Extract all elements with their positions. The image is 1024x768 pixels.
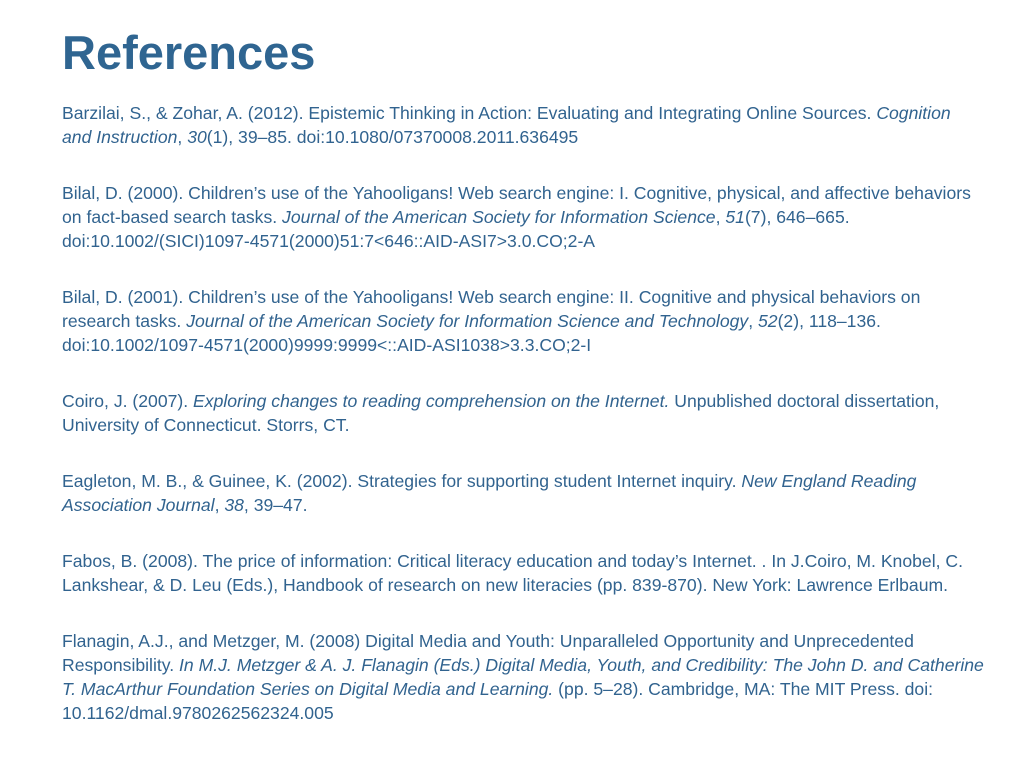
reference-text: Flanagin, A.J., and Metzger, M. (2008) Digital Media and Youth: Unparalleled Opportunity and Unprecedented Responsibility. bbox=[62, 631, 914, 675]
reference-text: (7), 646–665. doi:10.1002/(SICI)1097-4571(2000)51:7<646::AID-ASI7>3.0.CO;2-A bbox=[62, 207, 850, 251]
reference-italic-text: 51 bbox=[725, 207, 745, 227]
reference-entry bbox=[62, 101, 984, 149]
reference-italic-text: Journal of the American Society for Information Science bbox=[282, 207, 716, 227]
reference-text: , bbox=[214, 495, 225, 515]
reference-text: Bilal, D. (2000). Children’s use of the Yahooligans! Web search engine: I. Cognitive, physical, and affective behaviors on fact-based search tasks. bbox=[62, 183, 971, 227]
reference-text: , bbox=[715, 207, 726, 227]
reference-italic-text: 38 bbox=[224, 495, 244, 515]
reference-italic-text: New England Reading Association Journal bbox=[62, 471, 917, 515]
reference-entry bbox=[62, 549, 984, 597]
reference-text: Bilal, D. (2001). Children’s use of the Yahooligans! Web search engine: II. Cognitive and physical behaviors on research tasks. bbox=[62, 287, 921, 331]
reference-entry bbox=[62, 629, 984, 725]
reference-text: Fabos, B. (2008). The price of information: Critical literacy education and today’s Internet. . In J.Coiro, M. Knobel, C. Lankshear, & D. Leu (Eds.), Handbook of research on new literacies (pp. 839-870). New York: Lawrence Erlbaum. bbox=[62, 551, 963, 595]
reference-text: Unpublished doctoral dissertation, University of Connecticut. Storrs, CT. bbox=[62, 391, 940, 435]
page-title: References bbox=[62, 26, 316, 79]
reference-text: (2), 118–136. doi:10.1002/1097-4571(2000)9999:9999<::AID-ASI1038>3.3.CO;2-I bbox=[62, 311, 881, 355]
reference-italic-text: Journal of the American Society for Information Science and Technology bbox=[186, 311, 749, 331]
reference-text: Barzilai, S., & Zohar, A. (2012). Epistemic Thinking in Action: Evaluating and Integrating Online Sources. bbox=[62, 103, 877, 123]
reference-italic-text: 52 bbox=[757, 311, 778, 331]
reference-list bbox=[62, 101, 984, 725]
reference-text: (pp. 5–28). Cambridge, MA: The MIT Press. doi: 10.1162/dmal.9780262562324.005 bbox=[62, 679, 934, 723]
reference-italic-text: Cognition and Instruction bbox=[62, 103, 951, 147]
reference-entry bbox=[62, 285, 984, 357]
reference-italic-text: 30 bbox=[187, 127, 207, 147]
reference-entry bbox=[62, 181, 984, 253]
reference-text: , bbox=[748, 311, 758, 331]
reference-text: , bbox=[177, 127, 188, 147]
reference-text: (1), 39–85. doi:10.1080/07370008.2011.636495 bbox=[206, 127, 579, 147]
reference-text: Eagleton, M. B., & Guinee, K. (2002). Strategies for supporting student Internet inquiry. bbox=[62, 471, 742, 491]
reference-text: , 39–47. bbox=[243, 495, 308, 515]
reference-text: Coiro, J. (2007). bbox=[62, 391, 194, 411]
reference-entry bbox=[62, 389, 984, 437]
reference-italic-text: In M.J. Metzger & A. J. Flanagin (Eds.) Digital Media, Youth, and Credibility: The John D. and Catherine T. MacArthur Foundation Series on Digital Media and Learning. bbox=[62, 655, 984, 699]
reference-entry bbox=[62, 469, 984, 517]
reference-italic-text: Exploring changes to reading comprehension on the Internet. bbox=[193, 391, 670, 411]
